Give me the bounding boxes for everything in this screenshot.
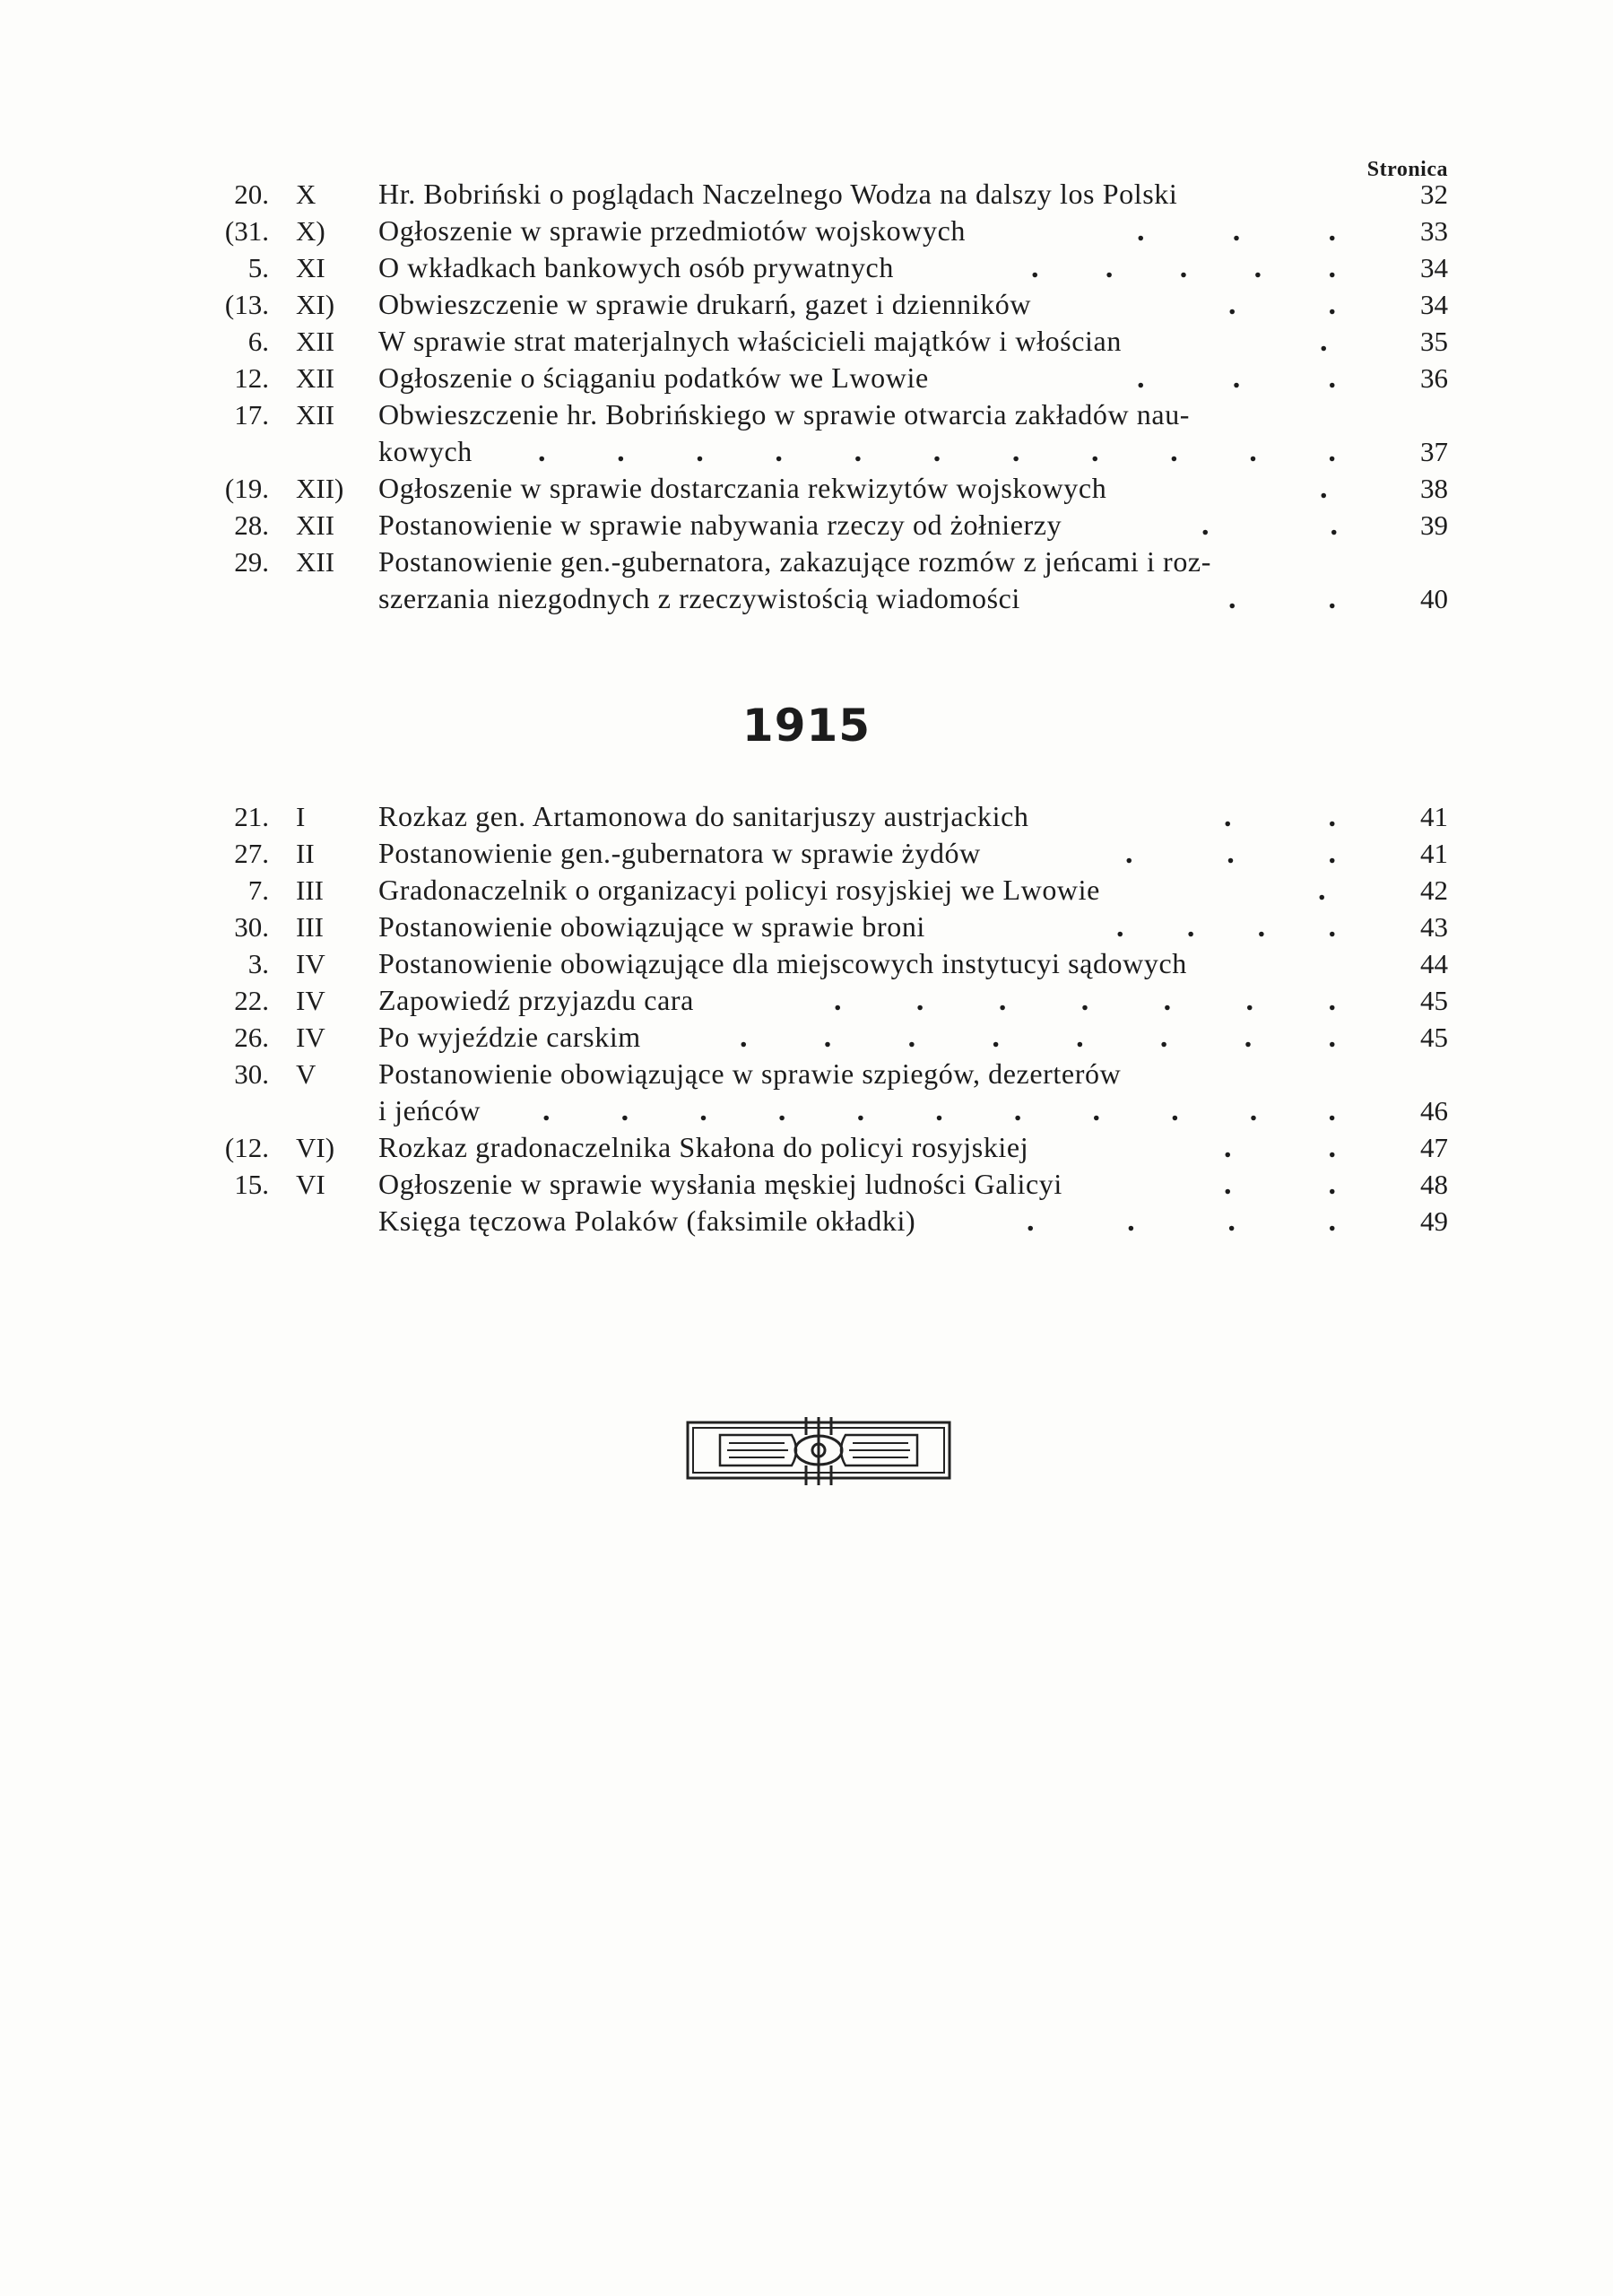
decorative-ornament-icon: [684, 1417, 953, 1485]
entry-page: 38: [1420, 473, 1448, 504]
entry-month: X): [296, 215, 325, 247]
entry-day: 15.: [234, 1169, 269, 1200]
entry-page: 36: [1420, 362, 1448, 394]
entry-title: W sprawie strat materjalnych właścicieli majątków i włościan: [378, 325, 1122, 357]
leader-dots: . .: [1224, 1168, 1336, 1201]
leader-dots: . .: [1224, 1131, 1336, 1164]
entry-page: 40: [1420, 583, 1448, 614]
entry-page: 43: [1420, 911, 1448, 943]
entry-title: Postanowienie obowiązujące w sprawie broni: [378, 910, 925, 943]
entry-month: III: [296, 911, 324, 943]
entry-page: 37: [1420, 436, 1448, 467]
entry-page: 48: [1420, 1169, 1448, 1200]
entry-page: 32: [1420, 178, 1448, 210]
entry-month: IV: [296, 948, 325, 979]
entry-month: VI: [296, 1169, 325, 1200]
entry-month: I: [296, 801, 306, 832]
leader-dots: . . . . . . . .: [740, 1021, 1336, 1054]
entry-day: 7.: [247, 874, 269, 906]
leader-dots: .: [1320, 472, 1328, 505]
toc-section-1914: [0, 176, 1613, 213]
entry-page: 41: [1420, 838, 1448, 869]
leader-dots: . .: [1228, 582, 1336, 615]
entry-day: 6.: [247, 326, 269, 357]
entry-title: Ogłoszenie w sprawie wysłania męskiej ludności Galicyi: [378, 1168, 1062, 1200]
leader-dots: . . . . . . . . . . .: [538, 435, 1336, 468]
entry-month: IV: [296, 1022, 325, 1053]
leader-dots: . . . . . . . . . . .: [542, 1094, 1336, 1127]
entry-title: Rozkaz gradonaczelnika Skałona do policyi rosyjskiej: [378, 1131, 1029, 1163]
entry-month: XI): [296, 289, 335, 320]
entry-day: 29.: [234, 546, 269, 578]
entry-month: XI: [296, 252, 325, 283]
entry-day: 21.: [234, 801, 269, 832]
entry-month: XII: [296, 399, 335, 430]
entry-page: 47: [1420, 1132, 1448, 1163]
entry-title: Hr. Bobriński o poglądach Naczelnego Wodza na dalszy los Polski: [378, 178, 1178, 210]
entry-title: Postanowienie obowiązujące w sprawie szpiegów, dezerterów: [378, 1057, 1122, 1090]
leader-dots: . . . . .: [1031, 251, 1336, 284]
entry-month: XII: [296, 326, 335, 357]
entry-month: VI): [296, 1132, 335, 1163]
entry-month: XII): [296, 473, 344, 504]
leader-dots: . . . . . . .: [834, 984, 1336, 1017]
entry-day: 20.: [234, 178, 269, 210]
entry-page: 33: [1420, 215, 1448, 247]
entry-title: Postanowienie w sprawie nabywania rzeczy od żołnierzy: [378, 509, 1062, 541]
entry-title: Obwieszczenie hr. Bobrińskiego w sprawie otwarcia zakładów nau-: [378, 398, 1191, 430]
entry-day: 22.: [234, 985, 269, 1016]
entry-day: 5.: [247, 252, 269, 283]
entry-day: (31.: [224, 215, 269, 247]
entry-title: Gradonaczelnik o organizacyi policyi rosyjskiej we Lwowie: [378, 874, 1100, 906]
entry-day: 27.: [234, 838, 269, 869]
entry-day: 17.: [234, 399, 269, 430]
leader-dots: . . .: [1137, 214, 1336, 248]
entry-page: 41: [1420, 801, 1448, 832]
entry-month: XII: [296, 546, 335, 578]
entry-page: 44: [1420, 948, 1448, 979]
entry-page: 46: [1420, 1095, 1448, 1126]
entry-page: 45: [1420, 985, 1448, 1016]
entry-day: 12.: [234, 362, 269, 394]
entry-title: Po wyjeździe carskim: [378, 1021, 641, 1053]
entry-month: V: [296, 1058, 317, 1090]
entry-day: 30.: [234, 911, 269, 943]
entry-day: (13.: [224, 289, 269, 320]
entry-month: XII: [296, 362, 335, 394]
entry-title: Postanowienie gen.-gubernatora w sprawie żydów: [378, 837, 981, 869]
entry-title: O wkładkach bankowych osób prywatnych: [378, 251, 894, 283]
entry-day: 3.: [247, 948, 269, 979]
entry-title-continuation: i jeńców: [378, 1094, 481, 1126]
leader-dots: . . .: [1125, 837, 1336, 870]
entry-day: 30.: [234, 1058, 269, 1090]
entry-page: 35: [1420, 326, 1448, 357]
entry-title: Ogłoszenie w sprawie dostarczania rekwizytów wojskowych: [378, 472, 1107, 504]
leader-dots: . . . .: [1116, 910, 1336, 944]
entry-title: Postanowienie gen.-gubernatora, zakazujące rozmów z jeńcami i roz-: [378, 545, 1211, 578]
entry-page: 39: [1420, 509, 1448, 541]
entry-title-continuation: szerzania niezgodnych z rzeczywistością wiadomości: [378, 582, 1020, 614]
entry-month: III: [296, 874, 324, 906]
leader-dots: .: [1318, 874, 1326, 907]
entry-title: Ogłoszenie w sprawie przedmiotów wojskowych: [378, 214, 966, 247]
entry-month: II: [296, 838, 315, 869]
entry-title: Księga tęczowa Polaków (faksimile okładki): [378, 1205, 916, 1237]
entry-page: 45: [1420, 1022, 1448, 1053]
leader-dots: . .: [1201, 509, 1338, 542]
page-column-header: Stronica: [1366, 158, 1448, 181]
entry-day: (19.: [224, 473, 269, 504]
entry-day: 28.: [234, 509, 269, 541]
entry-page: 42: [1420, 874, 1448, 906]
toc-entry: [0, 176, 1613, 213]
entry-month: IV: [296, 985, 325, 1016]
year-heading: 1915: [741, 700, 872, 752]
entry-page: 34: [1420, 289, 1448, 320]
entry-day: 26.: [234, 1022, 269, 1053]
entry-title: Rozkaz gen. Artamonowa do sanitarjuszy austrjackich: [378, 800, 1029, 832]
leader-dots: .: [1320, 325, 1328, 358]
leader-dots: . . .: [1137, 361, 1336, 395]
entry-title: Zapowiedź przyjazdu cara: [378, 984, 694, 1016]
leader-dots: . .: [1228, 288, 1336, 321]
entry-month: X: [296, 178, 317, 210]
entry-day: (12.: [224, 1132, 269, 1163]
entry-page: 34: [1420, 252, 1448, 283]
entry-month: XII: [296, 509, 335, 541]
entry-page: 49: [1420, 1205, 1448, 1237]
leader-dots: . .: [1224, 800, 1336, 833]
entry-title: Ogłoszenie o ściąganiu podatków we Lwowie: [378, 361, 929, 394]
leader-dots: . . . .: [1027, 1205, 1336, 1238]
entry-title: Obwieszczenie w sprawie drukarń, gazet i dzienników: [378, 288, 1032, 320]
entry-title-continuation: kowych: [378, 435, 473, 467]
entry-title: Postanowienie obowiązujące dla miejscowych instytucyi sądowych: [378, 947, 1187, 979]
